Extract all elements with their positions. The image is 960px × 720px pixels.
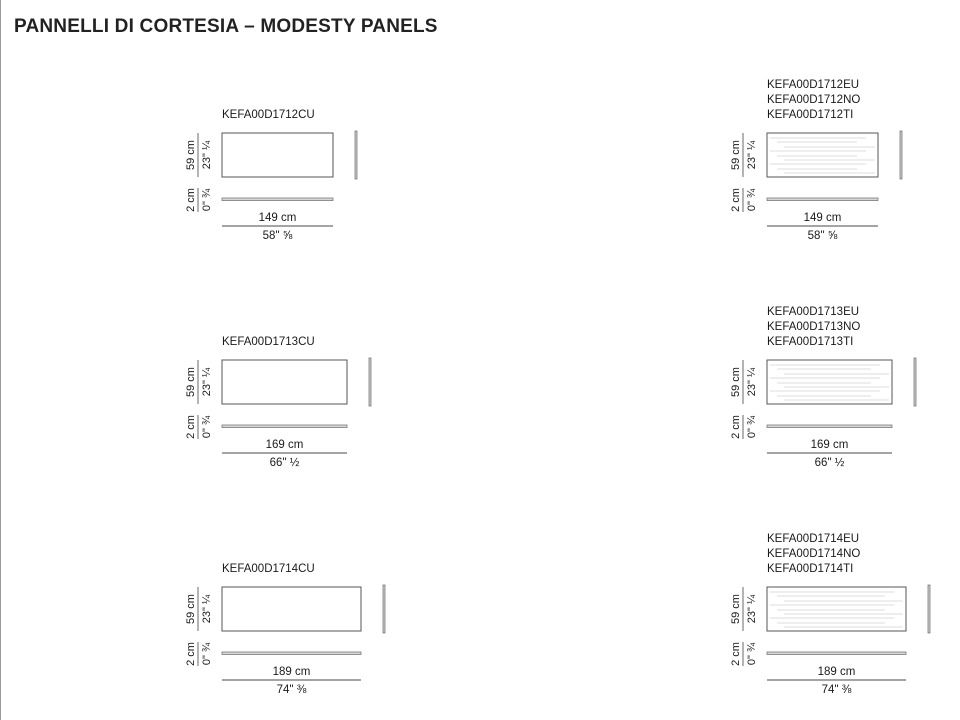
width-cm-label: 169 cm <box>265 439 304 451</box>
product-code: KEFA00D1712EU <box>767 79 860 91</box>
height-in-label: 23" ¼ <box>746 594 758 624</box>
thickness-in-label: 0" ¾ <box>746 415 758 439</box>
panel-side-view <box>383 585 385 633</box>
width-cm-label: 149 cm <box>803 212 842 224</box>
height-cm-label: 59 cm <box>185 367 197 397</box>
product-code: KEFA00D1712CU <box>222 109 315 121</box>
height-cm-label: 59 cm <box>730 140 742 170</box>
thickness-cm-label: 2 cm <box>730 415 742 439</box>
height-in-label: 23" ¼ <box>201 594 213 624</box>
width-cm-label: 189 cm <box>817 666 856 678</box>
width-cm-label: 149 cm <box>258 212 297 224</box>
thickness-cm-label: 2 cm <box>730 188 742 212</box>
height-in-label: 23" ¼ <box>201 140 213 170</box>
panel-plan-view <box>222 198 333 201</box>
panel-plan-view <box>222 652 361 655</box>
thickness-in-label: 0" ¾ <box>201 188 213 212</box>
height-cm-label: 59 cm <box>730 594 742 624</box>
panel-front-view <box>767 587 906 631</box>
height-in-label: 23" ¼ <box>201 367 213 397</box>
width-in-label: 58" ⅝ <box>262 230 293 242</box>
thickness-cm-label: 2 cm <box>730 642 742 666</box>
panel-side-view <box>900 131 902 179</box>
panel-front-view <box>767 133 878 177</box>
product-code: KEFA00D1714EU <box>767 533 860 545</box>
panel-front-view <box>222 587 361 631</box>
page-title: PANNELLI DI CORTESIA – MODESTY PANELS <box>14 16 438 37</box>
width-in-label: 58" ⅝ <box>807 230 838 242</box>
height-in-label: 23" ¼ <box>746 140 758 170</box>
width-in-label: 66" ½ <box>269 457 300 469</box>
thickness-in-label: 0" ¾ <box>746 642 758 666</box>
thickness-cm-label: 2 cm <box>185 415 197 439</box>
width-cm-label: 189 cm <box>272 666 311 678</box>
thickness-in-label: 0" ¾ <box>201 642 213 666</box>
width-in-label: 74" ⅜ <box>276 684 307 696</box>
panel-plan-view <box>222 425 347 428</box>
product-code: KEFA00D1714NO <box>767 548 861 560</box>
panel-front-view <box>767 360 892 404</box>
product-code: KEFA00D1713NO <box>767 321 861 333</box>
panel-front-view <box>222 133 333 177</box>
thickness-cm-label: 2 cm <box>185 642 197 666</box>
width-cm-label: 169 cm <box>810 439 849 451</box>
width-in-label: 66" ½ <box>814 457 845 469</box>
panel-side-view <box>928 585 930 633</box>
height-in-label: 23" ¼ <box>746 367 758 397</box>
panel-plan-view <box>767 425 892 428</box>
product-code: KEFA00D1712NO <box>767 94 861 106</box>
thickness-cm-label: 2 cm <box>185 188 197 212</box>
panel-side-view <box>914 358 916 406</box>
product-code: KEFA00D1713CU <box>222 336 315 348</box>
panel-side-view <box>355 131 357 179</box>
thickness-in-label: 0" ¾ <box>201 415 213 439</box>
thickness-in-label: 0" ¾ <box>746 188 758 212</box>
panel-front-view <box>222 360 347 404</box>
product-code: KEFA00D1712TI <box>767 109 854 121</box>
height-cm-label: 59 cm <box>730 367 742 397</box>
panel-plan-view <box>767 198 878 201</box>
height-cm-label: 59 cm <box>185 140 197 170</box>
width-in-label: 74" ⅜ <box>821 684 852 696</box>
product-code: KEFA00D1714CU <box>222 563 315 575</box>
panel-plan-view <box>767 652 906 655</box>
product-code: KEFA00D1713TI <box>767 336 854 348</box>
panel-side-view <box>369 358 371 406</box>
height-cm-label: 59 cm <box>185 594 197 624</box>
product-code: KEFA00D1713EU <box>767 306 860 318</box>
product-code: KEFA00D1714TI <box>767 563 854 575</box>
